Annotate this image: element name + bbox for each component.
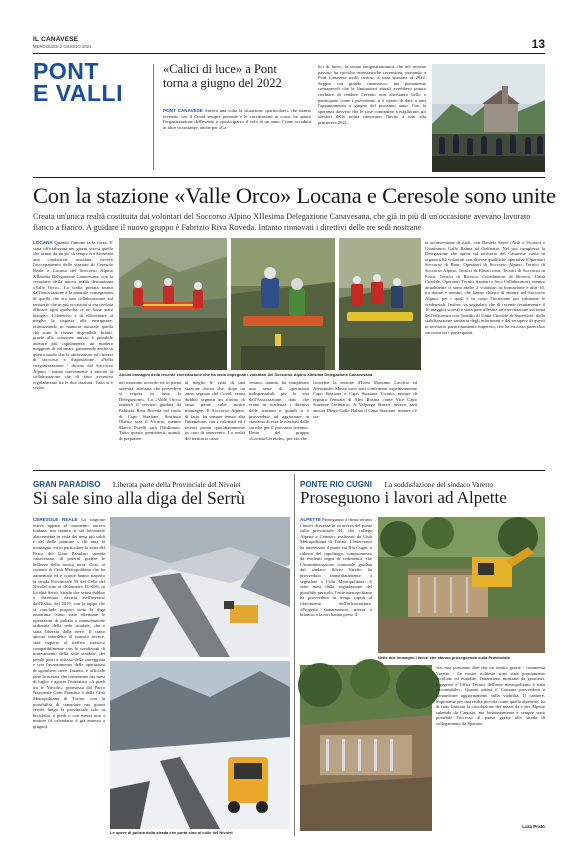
gp-lead: CERESOLE REALE (33, 517, 78, 522)
calici-headline-line-1: «Calici di luce» a Pont (163, 62, 277, 76)
main-col-1-text: Quando l'unione fa la forza. E' stata ufficializzata nei giorni scorsi quella che ormai da un po' di tempo era diventata una condizione assodata, ovvero l'accorpamento delle stazioni di Ceresole Reale e Locana del Soccorso Alpino XIIesima Delegazione Canavesana, con la creazione della nuova realtà denominata «Valle Orco». La scelta portata avanti dall'associazione è la naturale conseguenza di quella che era una collaborazione sul territorio che in più occasioni si era rivelata efficace ogni qualvolta ce ne fosse stato bisogno. L'obiettivo è di efficientare al meglio la risposta alle emergenze, ottimizzando in maniera naturale quella che sono le risorse disponibili. Infatti, grazie alla «stazione unica» è possibile attivare più rapidamente un numero maggiore di volontari, garantendo anche in questo modo che le attrezzature ed i mezzi di soccorso a disposizione. «Nella riorganizzazione - dicono dal Soccorso Alpino - vanno nuovamente a sancire la collaborazione che di fatto avveniva regolarmente tra le due stazioni. Tutto si è svolto (33, 240, 113, 391)
gp-photo-caption: Le opere di pulizia della strada che porta sino al colle del Nivolet (110, 830, 233, 835)
main-col-1 (33, 240, 113, 391)
prc-kicker: PONTE RIO CUGNI (300, 480, 373, 489)
calici-lead: PONT CANAVESE (163, 108, 203, 113)
calici-col-2 (318, 64, 426, 174)
gp-col (33, 517, 105, 835)
main-photo-3-image (339, 238, 421, 370)
gp-kicker: GRAN PARADISO (33, 480, 101, 489)
main-col-5-text: concerne la sezione d'Ivrea Massimo Lacchio ed Alessandro Massa sono stati confermati rispettivamente Capo Stazione e Capo Stazione Vicario, mentre di registra l'entrata di Alex Rosina come Vice Capo Stazione Ordinario. A Valperga Stazzo, invece, sarà ancora Diego Gallo Balma il Capo Stazione, mentre c'è sta- (313, 380, 417, 419)
main-photo-2-image (231, 238, 335, 370)
calici-col-1 (163, 108, 311, 174)
masthead-rule (33, 53, 545, 54)
prc-headline: Proseguono i lavori ad Alpette (300, 488, 507, 507)
gp-photo-2 (110, 661, 290, 829)
gp-photo-1 (110, 517, 290, 657)
calici-divider (153, 64, 154, 170)
gp-headline: Si sale sino alla diga del Serrù (33, 488, 245, 508)
main-col-2 (119, 380, 181, 466)
main-photo-2 (231, 238, 335, 370)
main-photo-1-image (119, 238, 227, 370)
prc-photo-1 (378, 517, 545, 653)
prc-col-1-text: Proseguono a ritmo serrato i lavori di messa in sicurezza del ponte sulla provinciale 44, che collega Alpette e Canosio, realizzati da Città Metropolitana di Torino. L'intervento ha interessato il ponte sul Rio Cugni, a ridosso del capoluogo, compromesso da evidenti segni di cedimento, che l'Amministrazione comunale guidata dal sindaco Silvio Varetto ha provveduto immediatamente a segnalare a Città Metropolitana. A sette mesi dalla segnalazione del possibile pericolo, l'ente metropolitano ha provveduto in tempi rapidi al rifacimento dell'infrastruttura. «Progetto, stanziamento, messa a bilancio e lavori hanno preso il (300, 517, 372, 618)
prc-kicker-sub: La soddisfazione del sindaco Varetto (384, 480, 494, 489)
main-photo-1 (119, 238, 227, 370)
gp-photo-1-image (110, 517, 290, 657)
prc-kicker-row (300, 474, 545, 489)
main-photo-caption: Alcuni immagini della recente esercitazione che ha visto impegnati i volontari del Soccorso Alpino XIIesima Delegazione Canavesana (119, 372, 373, 377)
issue-date: MERCOLEDÌ 2 GIUGNO 2021 (33, 44, 92, 49)
prc-photo-caption: Nelle due immagini i lavori che stanno proseguendo sulla Provinciale (378, 655, 510, 660)
section-line-2: E VALLI (33, 80, 123, 106)
section-line-1: PONT (33, 58, 99, 84)
calici-bottom-rule (33, 177, 545, 178)
main-col-4-text: vesano, intanto, ha completato una serie di operazioni indispensabili per la vita dell'Associazione, dato che erano in scadenza i direttivi delle stazioni e quindi si è provveduto ad aggiornare in ciascuna di esse le elezioni delle cariche per il prossimo triennio. Detto del gruppo «Locana/Ceresole», per ciò che (249, 380, 309, 441)
calici-photo (432, 64, 545, 172)
prc-signature: Lara Prato (522, 824, 545, 829)
prc-photo-2 (300, 665, 432, 831)
main-photo-3 (339, 238, 421, 370)
prc-photo-2-image (300, 665, 432, 831)
main-col-2-text: nel massimo accordo ed in piena serenità, attestata che prevedeva si respira in tutta la Delegazione». La «Valle Orco» inizierà il servizio guidata da Fabrizio Riva Roveda nel ruolo di Capo Stazione, Sostituto Oberto sarà il Vicario, mentre Marco Porelli sarà l'Ordinario. Tutto questo permetterà, quindi, di preparare (119, 380, 181, 441)
paper-name: IL CANAVESE (33, 36, 79, 43)
gp-col-text: La stagione estiva appare al momento ancora lontana, ma intanto si sta lavorando alacremente in vista dei mesi più caldi e del dalle piantine i chi ama la montagna, ed in particolare la zona del Parco del Gran Paradiso spenda canavesana, di poterni godere le bellezze della nostra terra. Così, ai comuni di Città Metropolitana che ha aumentato ed è sconte hanno riaperto la strada Provinciale 50 del Colle del Nivolet sino al chilometro 11+650, in località Serrù. Strada che senza dubbio è diventata nevosa nell'inverno dall'Italia» del 2019, con la tappa che si conclude proprio sotto la diga omonima. Sono state effettuate le operazioni di pulizia e manutenzione ordinaria della sede stradale, che è stata liberata dalla neve. Il tratto ancora interdetto al transito invece, sarà riaperto al traffico turistico compatibilmente con le condizioni di innevamento della sede stradale, dei pendii posti a ridosso della carreggiata e con l'avanzamento delle operazioni di sgombero neve. Intanto, è ufficiale pure la notizia che torneranno nei mesi di luglio e agosto l'iniziativa «A piedi tra le Nuvole», promossa dal Parco Nazionale Gran Paradiso e dalla Città Metropolitana di Torino, con la possibilità di transitare nei giorni festivi lungo la provinciale solo in bicicletta, a piedi o con mezzi non a motore (il calendario è già emesso a giugno). (33, 517, 105, 729)
main-standfirst: Creata un'unica realtà costituita dai volontari del Soccorso Alpino XIIesima Delegazione Canavesana, che già in più di un'occasione avevano lavorato fianco a fianco. A guidare il nuovo gruppo è Fabrizio Riva Roveda. Intanto rinnovati i direttivi delle tre sedi nostrane (33, 212, 531, 232)
main-col-6-text: ta un'inversione di ruoli, con Daniele Savio (Arth o Vicario) e Gianfranco Gallo Balma ad Ordinario. Nel suo complesso la Delegazione che opera sul territorio del Canavese conta in organico 82 volontari con diverse qualifiche operative (Operatori Soccorso di Base, Operatori di Soccorso Alpino, Tecnici di Soccorso Alpino, Tecnici di Elisoccorso, Tecnici di Soccorso in Forra, Tecnici di Ricerca, Coordinatori di Ricerca, Unità Cinofile, Operatori Tecnici Sanitari e Soci Collaboratori), mentre attualmente ci sono anche 2 volontari in formazione e altri 10, tra donne e uomini, che hanno chiesto di entrare nel Soccorso Alpino, per i quali è in corso l'iscrizione per valutarne le credenziali. Inoltre, va segnalato che di recente (esattamente il 16 maggio) scorsi) è stata pure allestita un'esercitazione sul tema dell'efficienza con l'ausilio di Unità Cinofile di Superficie, della stabilizzazione sanitaria degli infortunati e del recupero di questi in territorio particolarmente impervio, che ha riscosso parecchio successo tra i partecipanti. (425, 240, 545, 335)
main-headline: Con la stazione «Valle Orco» Locana e Ceresole sono unite (33, 183, 556, 208)
section-label (33, 60, 153, 105)
main-lead: LOCANA (33, 240, 53, 245)
gp-kicker-sub: Liberata parte della Provinciale del Nivolet (112, 480, 241, 489)
calici-headline-line-2: torna a giugno del 2022 (163, 76, 282, 90)
calici-photo-image (432, 64, 545, 172)
prc-col-2-text: via, non possiamo dire che un sentito grazie - commenta Varetto - Le nostre richieste sono state prontamente ascoltate ed esaudite, l'attenzione mostrata da geometri, ingegneri e Uffici Tecnici dell'ente metropolitano è stata encomiabile». Quanto prima il Comune provvederà a comunicare aggiornamenti sulla viabilità. Il cantiere, importante per una realtà piccola come quella alpettese, ha di fatto limitato la circolazione dei mezzi da e per Alpette subendo da Canosio, ma fortunatamente è sempre stato possibile l'accesso al paese grazie alla strada di collegamento da Sparone. (436, 665, 545, 726)
calici-headline (163, 62, 311, 90)
main-col-6 (425, 240, 545, 466)
page-number: 13 (531, 37, 545, 51)
main-col-3 (185, 380, 245, 466)
gp-kicker-row (33, 474, 289, 489)
prc-photo-1-image (378, 517, 545, 653)
prc-col-2 (436, 665, 545, 823)
gp-photo-2-image (110, 661, 290, 829)
prc-lead: ALPETTE (300, 517, 321, 522)
calici-col-1-text: Ancora una volta la situazione «particolare» che stiamo vivendo, con il Covid sempre presente e le vaccinazioni in corso, ha spinto l'organizzazione dell'evento a «posticipare» il volo di un anno. Come accaduto in altre circostanze, anche per «Ca- (163, 108, 311, 130)
bottom-divider (294, 474, 295, 836)
main-col-4 (249, 380, 309, 466)
main-bottom-rule (33, 470, 545, 471)
calici-col-2-text: lici di luce», la serata enogastronomica che nel recente passato ha raccolto entusiastiche recensioni, portando a Pont Canavese molti curiosi, è stata spostata al 2022. Seppur con grande rammarico, ma pienamente consapevoli che le limitazioni attuali avrebbero potuto rischiare di rendere l'evento non altrettanto bello e partecipato come i precedenti, si è optato di dare a tutti l'appuntamento a giugno del prossimo anno. Con la speranza davvero che le cose continuino a migliorare, gli ideatori della serata rinnovano l'invito a tutti alla primavera 2021... (318, 64, 426, 125)
main-col-3-text: al meglio le vista di una stazione estiva che, dopo un anno segnato dal Covid, senza dubbio segnerà un ritorno di tanta gente sulle nostre montagne. Il Soccorso Alpino, di fatto, ha sempre tenuto alta l'attenzione, con i volontari ed i tecnici pronti quotidianamente in caso di intervento. La realtà del territorio cana- (185, 380, 245, 441)
main-col-5 (313, 380, 417, 466)
prc-col-1 (300, 517, 372, 667)
